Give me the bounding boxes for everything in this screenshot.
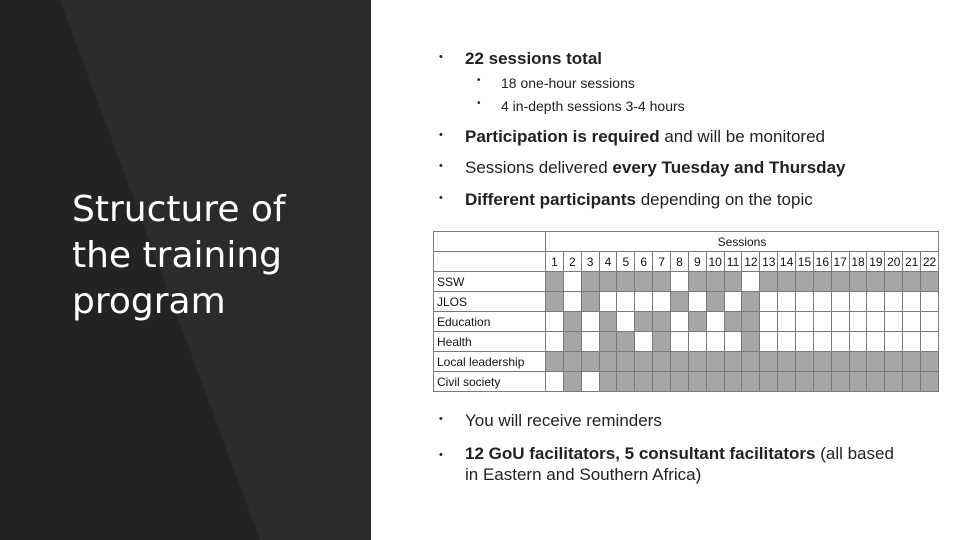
session-cell-filled [617, 372, 635, 392]
session-cell-filled [581, 352, 599, 372]
session-cell-empty [653, 292, 671, 312]
session-number-cell: 16 [813, 252, 831, 272]
session-number-cell: 6 [635, 252, 653, 272]
schedule-table [433, 231, 939, 392]
schedule-row [434, 292, 939, 312]
session-cell-filled [617, 352, 635, 372]
session-cell-filled [867, 372, 885, 392]
session-cell-empty [671, 312, 689, 332]
session-cell-empty [617, 292, 635, 312]
session-cell-filled [599, 312, 617, 332]
session-number-cell: 13 [760, 252, 778, 272]
bullet-dot-icon: • [439, 192, 443, 204]
session-number-cell: 22 [921, 252, 939, 272]
header-blank-cell [434, 232, 546, 252]
bullet-dot-icon: • [439, 129, 443, 141]
bullet-reminders: • You will receive reminders [439, 411, 662, 430]
session-number-cell: 20 [885, 252, 903, 272]
session-cell-filled [546, 352, 564, 372]
session-cell-filled [706, 272, 724, 292]
bullet-participants: • Different participants depending on the topic [439, 190, 813, 209]
session-cell-filled [831, 272, 849, 292]
session-cell-empty [581, 372, 599, 392]
session-cell-filled [581, 292, 599, 312]
session-cell-empty [546, 372, 564, 392]
session-cell-filled [921, 352, 939, 372]
session-number-cell: 18 [849, 252, 867, 272]
session-cell-filled [742, 352, 760, 372]
session-cell-empty [849, 332, 867, 352]
schedule-row [434, 312, 939, 332]
session-cell-empty [688, 332, 706, 352]
session-cell-empty [813, 332, 831, 352]
session-cell-filled [581, 272, 599, 292]
session-cell-empty [831, 332, 849, 352]
session-cell-filled [653, 312, 671, 332]
session-cell-empty [706, 312, 724, 332]
session-number-cell: 10 [706, 252, 724, 272]
session-cell-filled [921, 272, 939, 292]
session-cell-empty [688, 292, 706, 312]
schedule-row [434, 332, 939, 352]
session-cell-empty [546, 312, 564, 332]
session-cell-empty [724, 332, 742, 352]
session-cell-empty [635, 292, 653, 312]
session-number-cell: 21 [903, 252, 921, 272]
session-cell-filled [653, 372, 671, 392]
session-cell-filled [813, 352, 831, 372]
session-number-cell: 8 [671, 252, 689, 272]
session-cell-filled [635, 372, 653, 392]
session-cell-filled [742, 372, 760, 392]
session-cell-filled [831, 372, 849, 392]
group-label: Civil society [434, 372, 546, 392]
session-cell-empty [796, 292, 814, 312]
session-cell-empty [760, 332, 778, 352]
session-cell-filled [885, 352, 903, 372]
session-number-row [434, 252, 939, 272]
session-cell-empty [760, 292, 778, 312]
session-number-cell: 2 [563, 252, 581, 272]
session-cell-filled [778, 372, 796, 392]
schedule-row [434, 372, 939, 392]
session-cell-filled [599, 272, 617, 292]
session-cell-filled [885, 272, 903, 292]
session-cell-empty [563, 272, 581, 292]
session-cell-filled [688, 352, 706, 372]
session-cell-filled [706, 372, 724, 392]
session-cell-empty [635, 332, 653, 352]
session-cell-empty [867, 332, 885, 352]
session-cell-filled [688, 372, 706, 392]
bullet-dot-icon: • [477, 75, 481, 86]
session-cell-filled [813, 372, 831, 392]
session-cell-empty [867, 312, 885, 332]
session-cell-filled [653, 272, 671, 292]
session-cell-filled [706, 292, 724, 312]
session-number-cell: 11 [724, 252, 742, 272]
session-cell-filled [563, 312, 581, 332]
group-label: SSW [434, 272, 546, 292]
session-cell-filled [813, 272, 831, 292]
number-row-blank-cell [434, 252, 546, 272]
session-cell-filled [742, 332, 760, 352]
session-cell-filled [635, 312, 653, 332]
session-cell-empty [813, 292, 831, 312]
session-cell-empty [778, 332, 796, 352]
session-number-cell: 1 [546, 252, 564, 272]
session-cell-empty [849, 292, 867, 312]
bullet-participation: • Participation is required and will be monitored [439, 127, 825, 146]
session-cell-filled [778, 272, 796, 292]
schedule-row [434, 352, 939, 372]
session-cell-filled [546, 272, 564, 292]
session-cell-filled [742, 312, 760, 332]
group-label: Local leadership [434, 352, 546, 372]
session-cell-empty [921, 312, 939, 332]
session-cell-filled [671, 372, 689, 392]
session-number-cell: 3 [581, 252, 599, 272]
session-cell-filled [599, 352, 617, 372]
group-label: JLOS [434, 292, 546, 312]
bullet-dot-icon: • [477, 98, 481, 109]
session-cell-filled [778, 352, 796, 372]
session-number-cell: 5 [617, 252, 635, 272]
session-cell-filled [903, 352, 921, 372]
session-number-cell: 15 [796, 252, 814, 272]
session-cell-filled [617, 272, 635, 292]
session-cell-filled [903, 272, 921, 292]
session-cell-filled [688, 272, 706, 292]
session-cell-filled [563, 372, 581, 392]
session-cell-filled [653, 352, 671, 372]
session-cell-empty [599, 292, 617, 312]
group-label: Education [434, 312, 546, 332]
session-cell-empty [546, 332, 564, 352]
session-cell-filled [849, 352, 867, 372]
session-number-cell: 7 [653, 252, 671, 272]
session-cell-filled [849, 372, 867, 392]
session-cell-empty [849, 312, 867, 332]
session-cell-empty [885, 292, 903, 312]
session-cell-empty [724, 292, 742, 312]
session-cell-filled [546, 292, 564, 312]
sub-bullet-in-depth: • 4 in-depth sessions 3-4 hours [477, 98, 685, 114]
session-cell-empty [831, 312, 849, 332]
session-cell-empty [921, 332, 939, 352]
session-cell-filled [867, 352, 885, 372]
session-cell-empty [706, 332, 724, 352]
session-cell-empty [760, 312, 778, 332]
session-number-cell: 19 [867, 252, 885, 272]
session-cell-filled [724, 352, 742, 372]
slide-title: Structure of the training program [72, 189, 286, 322]
bullet-sessions-total: • 22 sessions total [439, 49, 603, 68]
session-cell-filled [724, 272, 742, 292]
bullet-facilitators: • 12 GoU facilitators, 5 consultant facilitators (all based in Eastern and Southern Africa) [439, 444, 894, 484]
session-cell-filled [831, 352, 849, 372]
sessions-header: Sessions [546, 232, 939, 252]
session-cell-empty [581, 332, 599, 352]
session-cell-filled [796, 272, 814, 292]
session-cell-filled [635, 352, 653, 372]
session-cell-filled [563, 332, 581, 352]
session-cell-filled [796, 352, 814, 372]
session-cell-empty [581, 312, 599, 332]
session-cell-empty [885, 332, 903, 352]
session-cell-filled [796, 372, 814, 392]
session-number-cell: 9 [688, 252, 706, 272]
session-cell-filled [885, 372, 903, 392]
session-cell-empty [903, 292, 921, 312]
bullet-dot-icon: • [439, 413, 443, 425]
session-cell-empty [903, 312, 921, 332]
session-cell-empty [671, 332, 689, 352]
title-panel [0, 0, 371, 540]
session-cell-filled [903, 372, 921, 392]
session-cell-filled [617, 332, 635, 352]
sub-bullet-one-hour: • 18 one-hour sessions [477, 75, 635, 91]
session-cell-empty [671, 272, 689, 292]
group-label: Health [434, 332, 546, 352]
session-cell-filled [688, 312, 706, 332]
bullet-dot-icon: • [439, 160, 443, 172]
session-cell-empty [778, 312, 796, 332]
session-cell-filled [849, 272, 867, 292]
session-cell-filled [724, 312, 742, 332]
bullet-dot-icon: • [439, 449, 443, 461]
session-cell-empty [796, 332, 814, 352]
session-number-cell: 4 [599, 252, 617, 272]
session-cell-filled [671, 292, 689, 312]
session-cell-filled [724, 372, 742, 392]
session-cell-filled [599, 372, 617, 392]
session-cell-filled [760, 272, 778, 292]
session-cell-filled [599, 332, 617, 352]
session-cell-filled [563, 352, 581, 372]
schedule-row [434, 272, 939, 292]
bullet-dot-icon: • [439, 51, 443, 63]
session-cell-filled [921, 372, 939, 392]
session-cell-filled [760, 352, 778, 372]
bullet-schedule: • Sessions delivered every Tuesday and Thursday [439, 158, 846, 177]
session-number-cell: 14 [778, 252, 796, 272]
session-cell-empty [831, 292, 849, 312]
session-cell-empty [885, 312, 903, 332]
session-cell-empty [563, 292, 581, 312]
session-cell-empty [796, 312, 814, 332]
session-cell-empty [742, 272, 760, 292]
session-cell-filled [706, 352, 724, 372]
session-cell-filled [742, 292, 760, 312]
session-cell-filled [653, 332, 671, 352]
session-number-cell: 12 [742, 252, 760, 272]
session-cell-empty [813, 312, 831, 332]
session-cell-empty [617, 312, 635, 332]
session-number-cell: 17 [831, 252, 849, 272]
session-cell-empty [867, 292, 885, 312]
session-cell-filled [760, 372, 778, 392]
session-cell-filled [867, 272, 885, 292]
session-cell-empty [921, 292, 939, 312]
session-cell-filled [635, 272, 653, 292]
schedule-header-row [434, 232, 939, 252]
session-cell-filled [671, 352, 689, 372]
session-cell-empty [778, 292, 796, 312]
session-cell-empty [903, 332, 921, 352]
